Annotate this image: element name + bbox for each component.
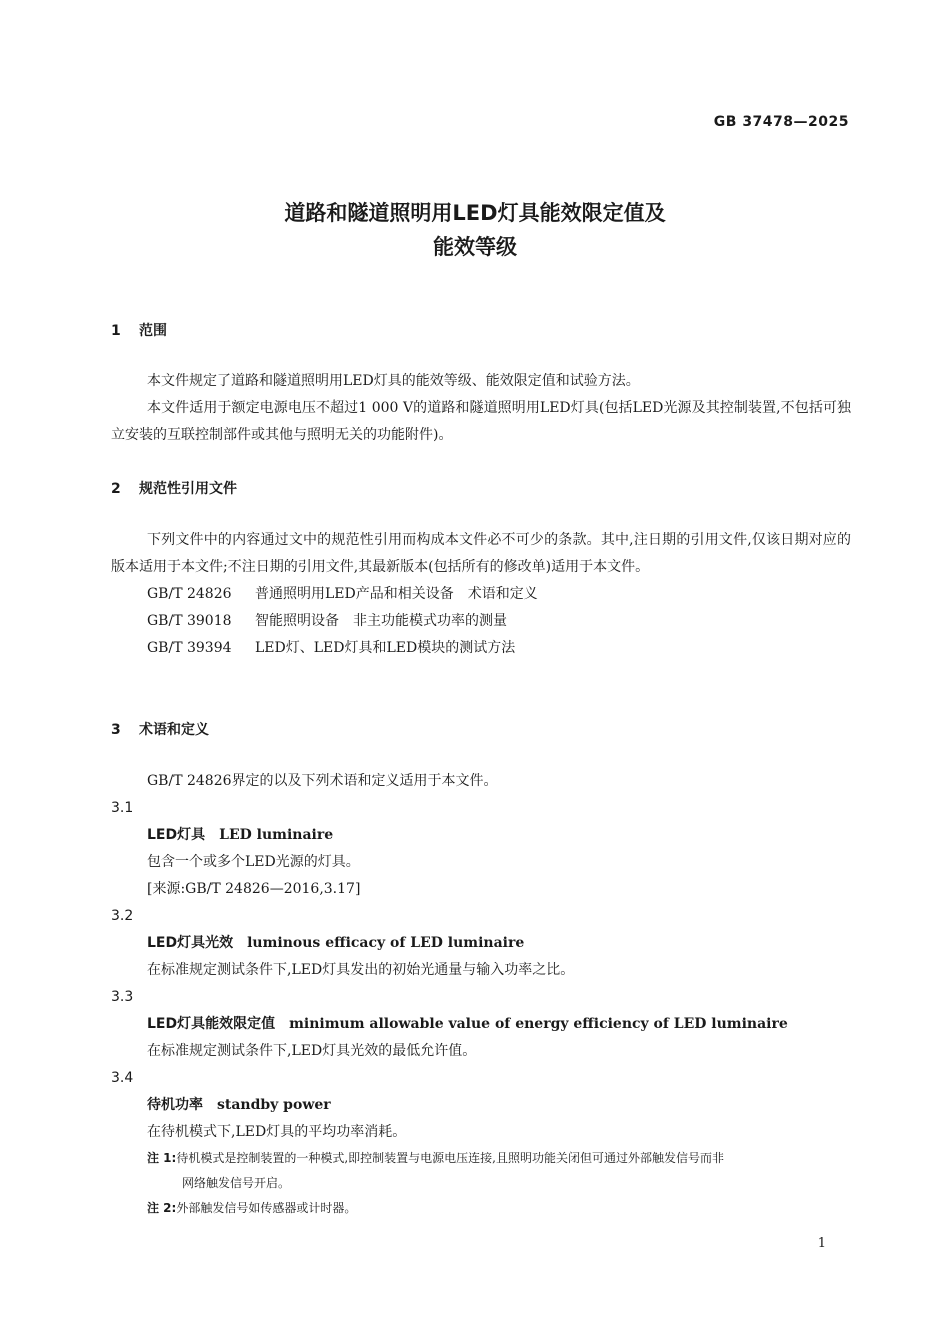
ref-item: GB/T 24826 普通照明用LED产品和相关设备 术语和定义 (147, 586, 538, 602)
section-scope (111, 320, 851, 342)
term-definition: 在标准规定测试条件下,LED灯具光效的最低允许值。 (147, 1043, 477, 1059)
term-name: 待机功率 standby power (147, 1097, 331, 1113)
title-line-2: 能效等级 (433, 235, 517, 259)
term-number: 3.2 (111, 908, 134, 924)
term-number: 3.4 (111, 1070, 134, 1086)
section-heading-scope: 1 范围 (111, 323, 167, 339)
section-scope-body (111, 368, 851, 449)
term-number: 3.1 (111, 800, 134, 816)
term-source: [来源:GB/T 24826—2016,3.17] (147, 881, 361, 897)
term-definition: 在标准规定测试条件下,LED灯具发出的初始光通量与输入功率之比。 (147, 962, 575, 978)
standard-code: GB 37478—2025 (713, 114, 849, 130)
document-title (0, 196, 950, 264)
page-number: 1 (817, 1236, 826, 1251)
scope-paragraph-2: 本文件适用于额定电源电压不超过1 000 V的道路和隧道照明用LED灯具(包括LED光源及其控制装置,不包括可独立安装的互联控制部件或其他与照明无关的功能附件)。 (111, 400, 851, 443)
section-refs-body (111, 527, 851, 662)
scope-paragraph-1: 本文件规定了道路和隧道照明用LED灯具的能效等级、能效限定值和试验方法。 (147, 373, 640, 389)
section-terms-body (111, 768, 851, 1221)
ref-item: GB/T 39394 LED灯、LED灯具和LED模块的测试方法 (147, 640, 516, 656)
term-definition: 包含一个或多个LED光源的灯具。 (147, 854, 360, 870)
section-heading-refs: 2 规范性引用文件 (111, 481, 237, 497)
note-2: 注 2:外部触发信号如传感器或计时器。 (147, 1201, 357, 1215)
term-definition: 在待机模式下,LED灯具的平均功率消耗。 (147, 1124, 407, 1140)
ref-item: GB/T 39018 智能照明设备 非主功能模式功率的测量 (147, 613, 507, 629)
term-name: LED灯具光效 luminous efficacy of LED luminaire (147, 935, 525, 951)
term-number: 3.3 (111, 989, 134, 1005)
note-1: 注 1:待机模式是控制装置的一种模式,即控制装置与电源电压连接,且照明功能关闭但可通过外部触发信号而非 网络触发信号开启。 (147, 1151, 724, 1190)
term-name: LED灯具 LED luminaire (147, 827, 334, 843)
title-line-1: 道路和隧道照明用LED灯具能效限定值及 (284, 201, 666, 225)
section-heading-terms: 3 术语和定义 (111, 722, 209, 738)
term-name: LED灯具能效限定值 minimum allowable value of energy efficiency of LED luminaire (147, 1016, 788, 1032)
refs-intro: 下列文件中的内容通过文中的规范性引用而构成本文件必不可少的条款。其中,注日期的引用文件,仅该日期对应的版本适用于本文件;不注日期的引用文件,其最新版本(包括所有的修改单)适用于本文件。 (111, 532, 851, 575)
section-refs (111, 478, 851, 500)
section-terms (111, 719, 851, 741)
terms-intro: GB/T 24826界定的以及下列术语和定义适用于本文件。 (147, 773, 498, 789)
